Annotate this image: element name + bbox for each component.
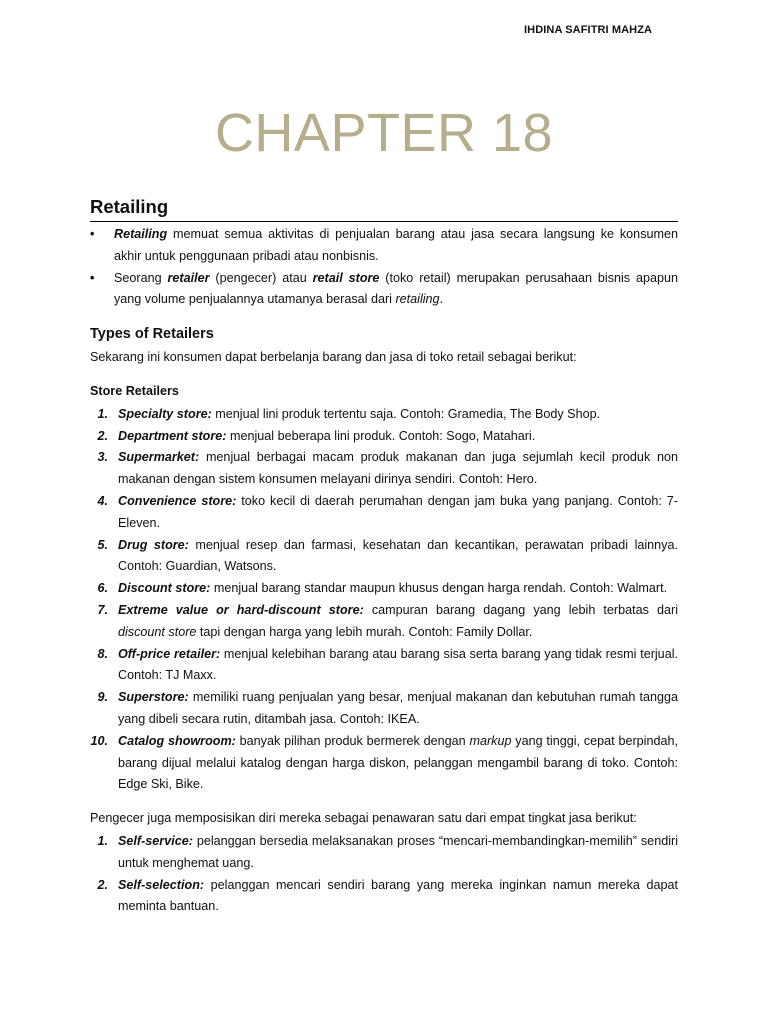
item-text: menjual barang standar maupun khusus dengan harga rendah. Contoh: Walmart. (210, 581, 668, 596)
item-text: pelanggan mencari sendiri barang yang mereka inginkan namun mereka dapat meminta bantuan. (118, 877, 678, 914)
term: retailer (167, 270, 210, 285)
item-number: 1. (97, 406, 108, 421)
term: Superstore: (118, 690, 189, 705)
item-text: menjual kelebihan barang atau barang sisa serta barang yang tidak resmi terjual. Contoh: TJ Maxx. (118, 646, 678, 683)
term: Convenience store: (118, 493, 237, 508)
item-number: 8. (97, 646, 108, 661)
list-item (90, 875, 678, 919)
term: Drug store: (118, 537, 189, 552)
term: Retailing (114, 227, 168, 241)
term: Self-selection: (118, 877, 205, 892)
list-item (90, 831, 678, 875)
list-item (90, 600, 678, 644)
item-text: (toko retail) merupakan perusahaan bisnis apapun yang volume penjualannya utamanya berasal dari (114, 270, 678, 307)
list-item (90, 268, 678, 312)
item-text: menjual berbagai macam produk makanan dan juga sejumlah kecil produk non makanan dengan sistem konsumen melayani dirinya sendiri. Contoh: Hero. (118, 450, 678, 487)
item-text: toko kecil di daerah perumahan dengan jam buka yang panjang. Contoh: 7-Eleven. (118, 493, 678, 530)
list-item (90, 644, 678, 688)
item-text: memiliki ruang penjualan yang besar, menjual makanan dan kebutuhan rumah tangga yang dibeli secara rutin, ditambah jasa. Contoh: IKEA. (118, 690, 678, 726)
item-text: banyak pilihan produk bermerek dengan (235, 733, 470, 748)
item-text: menjual beberapa lini produk. Contoh: Sogo, Matahari. (226, 428, 536, 443)
service-levels-list (90, 831, 678, 918)
term: Off-price retailer: (118, 646, 221, 661)
term: Catalog showroom: (118, 733, 236, 748)
store-retailers-label: Store Retailers (90, 383, 179, 398)
store-retailers-list (90, 404, 678, 796)
list-item (90, 404, 678, 426)
list-item (90, 535, 678, 579)
bullet-icon: • (90, 270, 95, 285)
item-text: yang tinggi, cepat berpindah, barang dijual melalui katalog dengan harga diskon, pelanggan mengambil barang di toko. Contoh: Edge Ski, Bike. (118, 733, 678, 792)
item-number: 3. (97, 450, 108, 465)
italic-text: retailing (395, 292, 440, 307)
term: Department store: (118, 428, 227, 443)
item-number: 9. (97, 690, 108, 705)
item-text: tapi dengan harga yang lebih murah. Contoh: Family Dollar. (196, 624, 533, 639)
subsection-title: Types of Retailers (90, 326, 214, 343)
service-intro-paragraph: Pengecer juga memposisikan diri mereka sebagai penawaran satu dari empat tingkat jasa berikut: (90, 811, 637, 826)
term: Specialty store: (118, 406, 212, 421)
section-title: Retailing (90, 194, 678, 222)
list-item (90, 224, 678, 268)
chapter-title: CHAPTER 18 (214, 103, 554, 163)
item-text: menjual lini produk tertentu saja. Contoh: Gramedia, The Body Shop. (211, 406, 601, 421)
item-number: 1. (97, 833, 108, 848)
item-number: 2. (97, 428, 108, 443)
item-number: 7. (97, 602, 108, 617)
list-item (90, 731, 678, 796)
intro-paragraph: Sekarang ini konsumen dapat berbelanja barang dan jasa di toko retail sebagai berikut: (90, 350, 577, 365)
term: Self-service: (118, 833, 193, 848)
bullet-list (90, 224, 678, 311)
term: retail store (312, 270, 380, 285)
item-text: campuran barang dagang yang lebih terbatas dari (363, 602, 679, 617)
item-text: . (439, 292, 444, 307)
term: Extreme value or hard-discount store: (118, 602, 364, 617)
item-text: memuat semua aktivitas di penjualan barang atau jasa secara langsung ke konsumen akhir untuk penggunaan pribadi atau nonbisnis. (114, 227, 678, 263)
list-item (90, 687, 678, 731)
term: Supermarket: (118, 450, 200, 465)
italic-text: discount store (118, 624, 197, 639)
list-item (90, 578, 678, 600)
item-number: 2. (97, 877, 108, 892)
item-number: 10. (90, 733, 108, 748)
bullet-icon: • (90, 227, 95, 241)
item-number: 4. (97, 493, 108, 508)
term: Discount store: (118, 581, 211, 596)
content (90, 194, 678, 918)
item-text: menjual resep dan farmasi, kesehatan dan kecantikan, perawatan pribadi lainnya. Contoh: Guardian, Watsons. (118, 537, 678, 574)
italic-text: markup (469, 733, 512, 748)
item-text: Seorang (114, 270, 168, 285)
list-item (90, 447, 678, 491)
item-number: 6. (97, 581, 108, 596)
author-name: IHDINA SAFITRI MAHZA (524, 24, 653, 36)
list-item (90, 426, 678, 448)
item-text: pelanggan bersedia melaksanakan proses “mencari-membandingkan-memilih” sendiri untuk menghemat uang. (118, 833, 678, 870)
item-text: (pengecer) atau (209, 270, 313, 285)
item-number: 5. (97, 537, 108, 552)
list-item (90, 491, 678, 535)
